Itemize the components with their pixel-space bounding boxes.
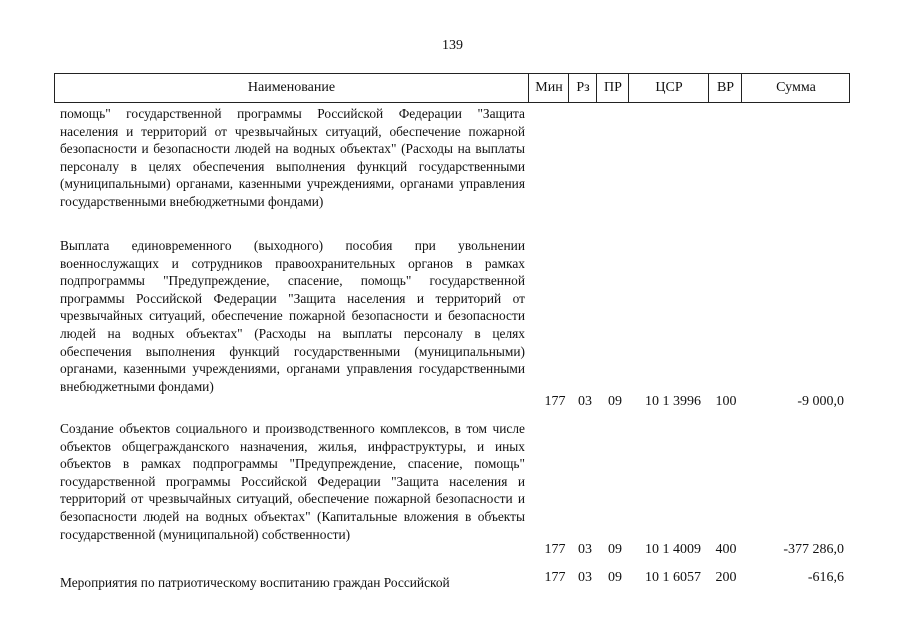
header-csr: ЦСР [628, 74, 709, 102]
cell-csr: 10 1 6057 [645, 570, 701, 585]
header-name: Наименование [247, 80, 336, 95]
table-header [54, 73, 850, 103]
cell-rz: 03 [578, 394, 592, 409]
table-row-text: помощь" государственной программы Российской Федерации "Защита населения и территорий от чрезвычайных ситуаций, обеспечение пожарной безопасности и безопасности людей на водных объектах" (Расходы на выплаты персоналу в целях обеспечения выполнения функций государственными (муниципальными) органами, казенными учреждениями, органами управления государственными внебюджетными фондами) [60, 106, 525, 209]
cell-rz: 03 [578, 542, 592, 557]
cell-rz: 03 [578, 570, 592, 585]
cell-sum: -377 286,0 [783, 542, 844, 557]
header-rz: Рз [568, 74, 597, 102]
cell-min: 177 [544, 394, 566, 409]
cell-vr: 100 [715, 394, 737, 409]
cell-vr: 200 [715, 570, 737, 585]
cell-pr: 09 [608, 394, 622, 409]
header-pr: ПР [596, 74, 629, 102]
table-row-text: Выплата единовременного (выходного) пособия при увольнении военнослужащих и сотрудников правоохранительных органов в рамках подпрограммы "Предупреждение, спасение, помощь" государственной программы Российской Федерации "Защита населения и территорий от чрезвычайных ситуаций, обеспечение пожарной безопасности и безопасности людей на водных объектах" (Расходы на выплаты персоналу в целях обеспечения выполнения функций государственными (муниципальными) органами, казенными учреждениями, органами управления государственными внебюджетными фондами) [60, 238, 525, 394]
cell-csr: 10 1 3996 [645, 394, 701, 409]
cell-min: 177 [544, 570, 566, 585]
cell-csr: 10 1 4009 [645, 542, 701, 557]
cell-sum: -616,6 [807, 570, 844, 585]
cell-pr: 09 [608, 570, 622, 585]
cell-sum: -9 000,0 [797, 394, 844, 409]
cell-min: 177 [544, 542, 566, 557]
table-row-text: Мероприятия по патриотическому воспитанию граждан Российской [60, 575, 450, 590]
cell-vr: 400 [715, 542, 737, 557]
table-row-text: Создание объектов социального и производственного комплексов, в том числе объектов общегражданского назначения, жилья, инфраструктуры, и иных объектов в рамках подпрограммы "Предупреждение, спасение, помощь" государственной программы Российской Федерации "Защита населения и территорий от чрезвычайных ситуаций, обеспечение пожарной безопасности и безопасности людей на водных объектах" (Капитальные вложения в объекты государственной (муниципальной) собственности) [60, 421, 525, 542]
header-min: Мин [528, 74, 569, 102]
cell-pr: 09 [608, 542, 622, 557]
header-vr: ВР [708, 74, 742, 102]
page-number: 139 [442, 38, 463, 53]
header-sum: Сумма [741, 74, 850, 102]
